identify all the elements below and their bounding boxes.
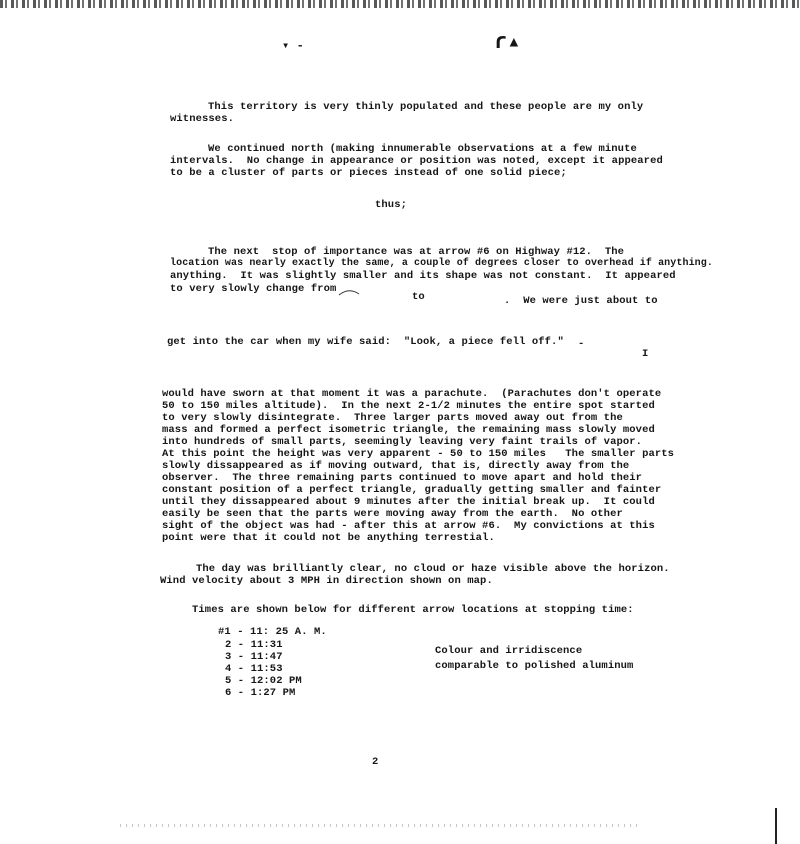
paragraph-5-line-13: point were that it could not be anything terrestial. [162,532,495,544]
paragraph-1-line-1: This territory is very thinly populated and these people are my only [208,101,644,113]
paragraph-4-line: get into the car when my wife said: "Look, a piece fell off." [167,336,564,348]
colour-note-line-2: comparable to polished aluminum [435,660,634,672]
paragraph-5-line-9: constant position of a perfect triangle, gradually getting smaller and fainter [162,484,662,496]
paragraph-4-dash: - [578,338,585,350]
paragraph-5-line-7: slowly dissappeared as if moving outward, that is, directly away from the [162,460,630,472]
colour-note-line-1: Colour and irridiscence [435,645,583,657]
time-entry-1: #1 - 11: 25 A. M. [218,626,327,638]
paragraph-5-line-8: observer. The three remaining parts continued to move apart and hold their [162,472,643,484]
time-entry-5: 5 - 12:02 PM [225,675,302,687]
paragraph-1-line-2: witnesses. [170,113,235,125]
scan-top-border [0,0,800,8]
shape-sketch-from [338,287,360,297]
paragraph-5-line-10: until they dissappeared about 9 minutes after the initial break up. It could [162,496,655,508]
paragraph-5-line-4: mass and formed a perfect isometric triangle, the remaining mass slowly moved [162,424,655,436]
paragraph-5-line-3: to very slowly disintegrate. Three larger parts moved away out from the [162,412,623,424]
paragraph-2-line-1: We continued north (making innumerable observations at a few minute [208,143,637,155]
paragraph-3-line-4-end: . We were just about to [504,295,658,307]
scan-right-mark [775,808,777,844]
scan-mark-center: ɾ▴ [494,30,521,55]
time-entry-4: 4 - 11:53 [225,663,283,675]
paragraph-3-to: to [412,291,425,303]
time-entry-2: 2 - 11:31 [225,639,283,651]
scan-bottom-noise [120,824,640,827]
paragraph-3-line-2: location was nearly exactly the same, a couple of degrees closer to overhead if anything. [170,258,713,269]
paragraph-3-line-4: to very slowly change from [170,283,337,295]
paragraph-4-mark: I [642,348,649,360]
paragraph-5-line-11: easily be seen that the parts were moving away from the earth. No other [162,508,623,520]
thus-label: thus; [375,199,408,211]
paragraph-6-line-2: Wind velocity about 3 MPH in direction shown on map. [160,575,493,587]
paragraph-5-line-12: sight of the object was had - after this at arrow #6. My convictions at this [162,520,655,532]
paragraph-5-line-5: into hundreds of small parts, seemingly leaving very faint trails of vapor. [162,436,643,448]
paragraph-5-line-2: 50 to 150 miles altitude). In the next 2-1/2 minutes the entire spot started [162,400,655,412]
paragraph-3-line-1: The next stop of importance was at arrow #6 on Highway #12. The [208,246,625,258]
paragraph-5-line-6: At this point the height was very apparent - 50 to 150 miles The smaller parts [162,448,675,460]
paragraph-2-line-3: to be a cluster of parts or pieces instead of one solid piece; [170,167,567,179]
paragraph-3-line-3: anything. It was slightly smaller and its shape was not constant. It appeared [170,270,676,282]
paragraph-5-line-1: would have sworn at that moment it was a parachute. (Parachutes don't operate [162,388,662,400]
time-entry-3: 3 - 11:47 [225,651,283,663]
paragraph-6-line-1: The day was brilliantly clear, no cloud or haze visible above the horizon. [196,563,670,575]
scan-mark-left: ▾ ‐ [282,39,304,53]
times-intro: Times are shown below for different arrow locations at stopping time: [192,604,634,616]
page-number: 2 [372,756,379,768]
time-entry-6: 6 - 1:27 PM [225,687,296,699]
paragraph-2-line-2: intervals. No change in appearance or position was noted, except it appeared [170,155,663,167]
